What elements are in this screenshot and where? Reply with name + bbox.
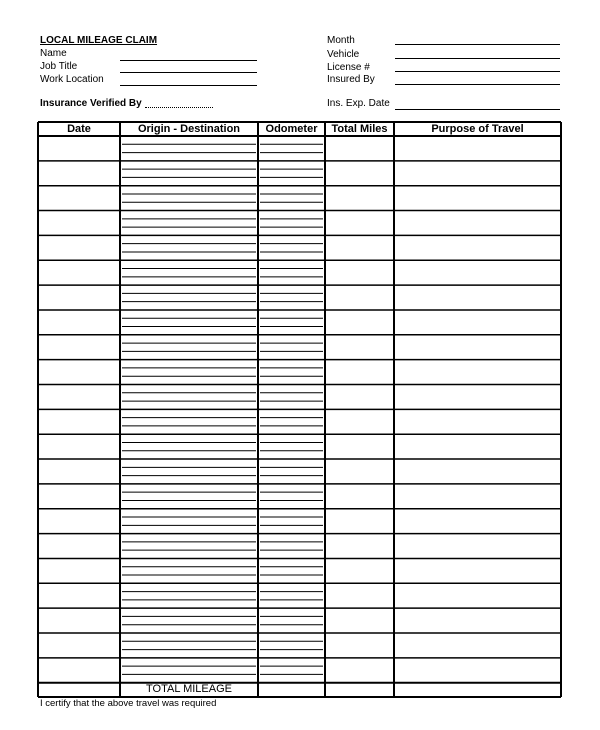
col-header-date: Date <box>67 123 91 135</box>
name-label: Name <box>40 48 67 59</box>
certify-statement: I certify that the above travel was required <box>40 698 217 709</box>
form-title: LOCAL MILEAGE CLAIM <box>40 35 158 46</box>
insured-by-label: Insured By <box>327 74 375 85</box>
col-header-total-miles: Total Miles <box>331 123 388 135</box>
vehicle-label: Vehicle <box>327 49 360 60</box>
insurance-verified-label: Insurance Verified By <box>40 98 142 109</box>
work-location-label: Work Location <box>40 74 104 85</box>
col-header-purpose: Purpose of Travel <box>431 123 524 135</box>
col-header-odometer: Odometer <box>265 123 318 135</box>
job-title-label: Job Title <box>40 61 78 72</box>
total-mileage-label: TOTAL MILEAGE <box>146 683 232 695</box>
col-header-origin-destination: Origin - Destination <box>137 123 241 135</box>
ins-exp-date-label: Ins. Exp. Date <box>327 98 390 109</box>
month-label: Month <box>327 35 355 46</box>
license-label: License # <box>327 62 370 73</box>
